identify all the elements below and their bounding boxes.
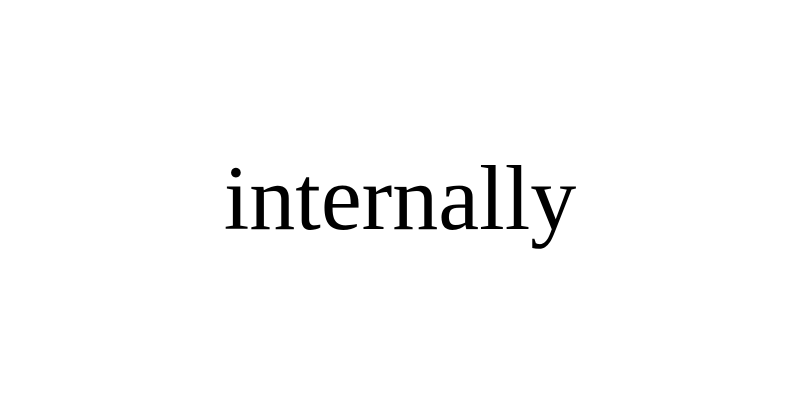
- displayed-word: internally: [223, 147, 577, 249]
